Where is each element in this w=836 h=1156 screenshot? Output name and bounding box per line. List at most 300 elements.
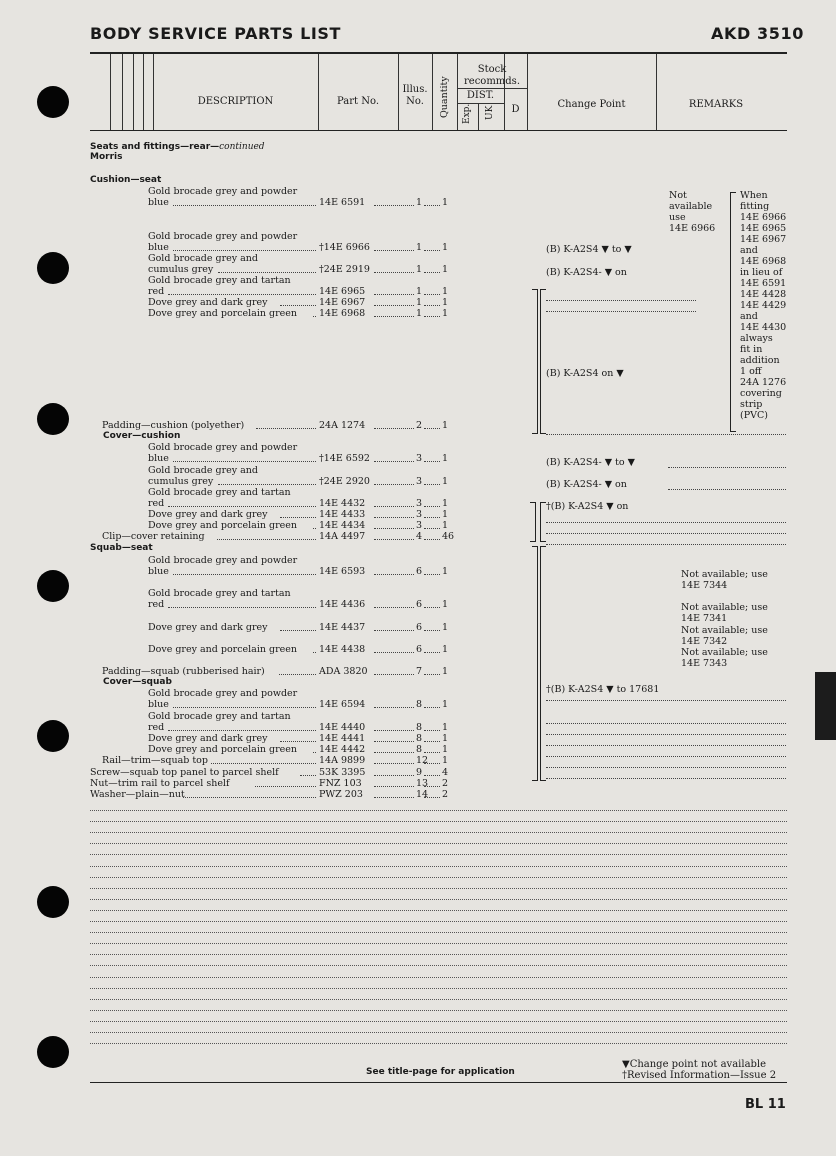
- quantity: 1: [442, 722, 449, 733]
- illus-number: 8: [416, 722, 423, 733]
- ruled-line: [90, 853, 787, 855]
- part-description: Washer—plain—nut: [90, 789, 185, 800]
- change-point: (B) K-A2S4- ▼ on: [546, 267, 627, 278]
- section-make: Morris: [90, 152, 123, 162]
- leader-dots: [173, 573, 316, 575]
- ruled-line: [546, 299, 696, 301]
- table-row: [90, 420, 730, 431]
- table-row: [90, 711, 730, 722]
- header-rule-bottom: [90, 130, 787, 131]
- quantity: 1: [442, 197, 449, 208]
- leader-dots: [424, 673, 440, 675]
- bracket: [532, 546, 538, 781]
- leader-dots: [374, 651, 414, 653]
- col-remarks: REMARKS: [688, 99, 744, 110]
- ruled-line: [90, 1009, 787, 1011]
- quantity: 1: [442, 644, 449, 655]
- leader-dots: [313, 527, 316, 529]
- table-row: [90, 778, 730, 789]
- quantity: 1: [442, 599, 449, 610]
- remark-squab: Not available; use 14E 7342: [681, 625, 768, 647]
- leader-dots: [217, 538, 316, 540]
- table-row: [90, 789, 730, 800]
- table-row: [90, 566, 730, 577]
- table-row: [90, 253, 730, 264]
- illus-number: 14: [416, 789, 429, 800]
- part-number: 24A 1274: [319, 420, 366, 431]
- leader-dots: [374, 483, 414, 485]
- remark-line: 14E 6968: [740, 256, 787, 267]
- table-row: [90, 622, 730, 633]
- leader-dots: [424, 483, 440, 485]
- leader-dots: [173, 460, 316, 462]
- leader-dots: [183, 796, 316, 798]
- remark-line: covering: [740, 388, 782, 399]
- leader-dots: [424, 204, 440, 206]
- leader-dots: [424, 785, 440, 787]
- table-row: [90, 666, 730, 677]
- leader-dots: [168, 606, 316, 608]
- ruled-line: [90, 931, 787, 933]
- leader-dots: [374, 527, 414, 529]
- leader-dots: [168, 729, 316, 731]
- leader-dots: [218, 271, 316, 273]
- table-row: [90, 275, 730, 286]
- illus-number: 3: [416, 498, 423, 509]
- part-number: 14E 6967: [319, 297, 366, 308]
- remark-line: in lieu of: [740, 267, 783, 278]
- leader-dots: [424, 740, 440, 742]
- leader-dots: [424, 573, 440, 575]
- leader-dots: [255, 785, 316, 787]
- ruled-line: [90, 1020, 787, 1022]
- part-description: Gold brocade grey and tartan: [148, 588, 291, 599]
- leader-dots: [424, 516, 440, 518]
- ruled-line: [90, 953, 787, 955]
- leader-dots: [424, 606, 440, 608]
- part-number: 53K 3395: [319, 767, 366, 778]
- part-description: Clip—cover retaining: [102, 531, 205, 542]
- part-number: †24E 2920: [319, 476, 370, 487]
- col-divider: [656, 54, 657, 130]
- leader-dots: [256, 427, 316, 429]
- part-description: Screw—squab top panel to parcel shelf: [90, 767, 279, 778]
- illus-number: 3: [416, 476, 423, 487]
- quantity: 1: [442, 420, 449, 431]
- ruled-line: [546, 543, 786, 545]
- table-row: [90, 509, 730, 520]
- ruled-line: [90, 865, 787, 867]
- part-number: ADA 3820: [319, 666, 368, 677]
- section-heading: Seats and fittings—rear—continued: [90, 142, 265, 152]
- col-exp: Exp.: [462, 103, 472, 124]
- part-number: †14E 6592: [319, 453, 370, 464]
- col-uk: UK: [485, 105, 495, 120]
- change-point-note: ▼Change point not available: [622, 1059, 767, 1070]
- part-description: Dove grey and dark grey: [148, 733, 268, 744]
- leader-dots: [313, 651, 316, 653]
- page-number: BL 11: [745, 1097, 786, 1112]
- remark-line: 14E 6591: [740, 278, 787, 289]
- leader-dots: [424, 460, 440, 462]
- remark-squab: Not available; use 14E 7344: [681, 569, 768, 591]
- leader-dots: [374, 673, 414, 675]
- leader-dots: [374, 606, 414, 608]
- remark-squab: Not available; use 14E 7343: [681, 647, 768, 669]
- change-point: (B) K-A2S4- ▼ to ▼: [546, 457, 635, 468]
- remark-when-fitting: [740, 190, 786, 421]
- remark-not-available: Not available use 14E 6966: [669, 190, 716, 234]
- part-number: †24E 2919: [319, 264, 370, 275]
- ruled-line: [546, 744, 786, 746]
- col-stock: Stock recommds.: [464, 64, 520, 87]
- part-number: 14E 6968: [319, 308, 366, 319]
- part-description: blue: [148, 242, 169, 253]
- part-description: Gold brocade grey and tartan: [148, 711, 291, 722]
- remark-line: and: [740, 311, 758, 322]
- leader-dots: [374, 706, 414, 708]
- punch-hole-icon: [37, 720, 69, 752]
- part-description: Dove grey and dark grey: [148, 622, 268, 633]
- quantity: 1: [442, 264, 449, 275]
- part-description: Padding—cushion (polyether): [102, 420, 245, 431]
- leader-dots: [424, 538, 440, 540]
- part-number: 14E 4437: [319, 622, 366, 633]
- part-description: blue: [148, 453, 169, 464]
- quantity: 46: [442, 531, 455, 542]
- leader-dots: [168, 293, 316, 295]
- illus-number: 13: [416, 778, 429, 789]
- quantity: 1: [442, 308, 449, 319]
- remark-line: 14E 4430: [740, 322, 787, 333]
- part-description: Dove grey and dark grey: [148, 297, 268, 308]
- illus-number: 1: [416, 297, 423, 308]
- footer-rule: [90, 1082, 787, 1083]
- quantity: 1: [442, 622, 449, 633]
- leader-dots: [218, 483, 316, 485]
- leader-dots: [313, 315, 316, 317]
- section-squab-seat: Squab—seat: [90, 543, 153, 553]
- leader-dots: [374, 538, 414, 540]
- part-number: 14E 6965: [319, 286, 366, 297]
- part-description: Gold brocade grey and powder: [148, 186, 298, 197]
- col-divider: [143, 54, 144, 130]
- table-row: [90, 599, 730, 610]
- remark-line: 14E 4429: [740, 300, 787, 311]
- part-description: Gold brocade grey and powder: [148, 688, 298, 699]
- change-point: †(B) K-A2S4 ▼ to 17681: [546, 684, 660, 695]
- leader-dots: [280, 516, 316, 518]
- ruled-line: [90, 920, 787, 922]
- illus-number: 8: [416, 699, 423, 710]
- col-divider: [457, 88, 527, 89]
- col-description: DESCRIPTION: [197, 96, 274, 107]
- punch-hole-icon: [37, 252, 69, 284]
- part-description: Rail—trim—squab top: [102, 755, 208, 766]
- remarks-bracket: [730, 192, 736, 432]
- part-description: red: [148, 722, 165, 733]
- table-row: [90, 186, 730, 197]
- punch-hole-icon: [37, 403, 69, 435]
- illus-number: 7: [416, 666, 423, 677]
- part-description: Padding—squab (rubberised hair): [102, 666, 265, 677]
- part-number: 14A 4497: [319, 531, 366, 542]
- leader-dots: [173, 706, 316, 708]
- part-description: blue: [148, 566, 169, 577]
- leader-dots: [374, 271, 414, 273]
- change-point: †(B) K-A2S4 ▼ on: [546, 501, 629, 512]
- part-description: Dove grey and porcelain green: [148, 520, 298, 531]
- illus-number: 3: [416, 520, 423, 531]
- part-description: red: [148, 498, 165, 509]
- table-row: [90, 476, 730, 487]
- part-description: Dove grey and dark grey: [148, 509, 268, 520]
- leader-dots: [424, 629, 440, 631]
- part-number: 14E 4440: [319, 722, 366, 733]
- change-point: (B) K-A2S4 ▼ to ▼: [546, 244, 632, 255]
- leader-dots: [280, 304, 316, 306]
- leader-dots: [424, 796, 440, 798]
- leader-dots: [374, 427, 414, 429]
- part-number: †14E 6966: [319, 242, 370, 253]
- illus-number: 9: [416, 767, 423, 778]
- illus-number: 1: [416, 264, 423, 275]
- col-divider: [122, 54, 123, 130]
- leader-dots: [374, 505, 414, 507]
- leader-dots: [173, 204, 316, 206]
- illus-number: 2: [416, 420, 423, 431]
- col-divider: [398, 54, 399, 130]
- quantity: 1: [442, 498, 449, 509]
- table-row: [90, 231, 730, 242]
- remark-line: and: [740, 245, 758, 256]
- section-cover-squab: Cover—squab: [103, 677, 172, 687]
- part-number: 14E 4434: [319, 520, 366, 531]
- col-change-point: Change Point: [557, 99, 626, 110]
- part-description: Nut—trim rail to parcel shelf: [90, 778, 230, 789]
- part-number: 14E 6594: [319, 699, 366, 710]
- leader-dots: [374, 249, 414, 251]
- page-title: BODY SERVICE PARTS LIST: [90, 24, 342, 43]
- bracket: [532, 289, 538, 434]
- leader-dots: [374, 293, 414, 295]
- quantity: 1: [442, 520, 449, 531]
- part-description: blue: [148, 197, 169, 208]
- leader-dots: [424, 751, 440, 753]
- part-number: 14E 4433: [319, 509, 366, 520]
- col-d: D: [511, 104, 520, 115]
- leader-dots: [424, 706, 440, 708]
- part-description: red: [148, 286, 165, 297]
- ruled-line: [90, 820, 787, 822]
- ruled-line: [90, 942, 787, 944]
- illus-number: 3: [416, 453, 423, 464]
- remark-line: 24A 1276: [740, 377, 787, 388]
- ruled-line: [546, 766, 786, 768]
- ruled-line: [546, 755, 786, 757]
- leader-dots: [424, 271, 440, 273]
- illus-number: 1: [416, 308, 423, 319]
- table-row: [90, 487, 730, 498]
- quantity: 1: [442, 755, 449, 766]
- leader-dots: [313, 751, 316, 753]
- quantity: 1: [442, 566, 449, 577]
- ruled-line: [546, 433, 786, 435]
- part-number: 14E 6591: [319, 197, 366, 208]
- header-rule-top: [90, 52, 787, 54]
- col-divider: [153, 54, 154, 130]
- remark-line: 14E 6965: [740, 223, 787, 234]
- illus-number: 1: [416, 197, 423, 208]
- page-edge-tab: [815, 672, 836, 740]
- remark-line: 14E 4428: [740, 289, 787, 300]
- illus-number: 1: [416, 242, 423, 253]
- col-quantity: Quantity: [439, 76, 450, 118]
- punch-hole-icon: [37, 1036, 69, 1068]
- ruled-line: [90, 998, 787, 1000]
- ruled-line: [90, 987, 787, 989]
- leader-dots: [279, 673, 316, 675]
- col-divider: [110, 54, 111, 130]
- part-description: Gold brocade grey and powder: [148, 231, 298, 242]
- illus-number: 4: [416, 531, 423, 542]
- leader-dots: [374, 762, 414, 764]
- punch-hole-icon: [37, 570, 69, 602]
- remark-line: 1 off: [740, 366, 762, 377]
- illus-number: 12: [416, 755, 429, 766]
- illus-number: 6: [416, 622, 423, 633]
- section-cover-cushion: Cover—cushion: [103, 431, 181, 441]
- ruled-line: [668, 488, 786, 490]
- col-illus-no: Illus. No.: [402, 84, 428, 107]
- part-number: 14E 6593: [319, 566, 366, 577]
- part-number: PWZ 203: [319, 789, 363, 800]
- leader-dots: [211, 762, 316, 764]
- ruled-line: [90, 898, 787, 900]
- ruled-line: [546, 722, 786, 724]
- illus-number: 6: [416, 566, 423, 577]
- ruled-line: [546, 532, 786, 534]
- section-cushion-seat: Cushion—seat: [90, 175, 162, 185]
- part-description: Gold brocade grey and powder: [148, 442, 298, 453]
- quantity: 1: [442, 297, 449, 308]
- punch-hole-icon: [37, 886, 69, 918]
- part-description: Dove grey and porcelain green: [148, 744, 298, 755]
- part-number: 14E 4442: [319, 744, 366, 755]
- col-divider: [133, 54, 134, 130]
- quantity: 1: [442, 666, 449, 677]
- ruled-line: [546, 310, 696, 312]
- illus-number: 3: [416, 509, 423, 520]
- leader-dots: [374, 304, 414, 306]
- leader-dots: [374, 796, 414, 798]
- ruled-line: [90, 964, 787, 966]
- remark-line: 14E 6966: [740, 212, 787, 223]
- ruled-line: [546, 521, 786, 523]
- leader-dots: [374, 785, 414, 787]
- leader-dots: [374, 774, 414, 776]
- leader-dots: [424, 293, 440, 295]
- table-row: [90, 555, 730, 566]
- remark-line: always: [740, 333, 773, 344]
- ruled-line: [90, 976, 787, 978]
- col-divider: [318, 54, 319, 130]
- table-row: [90, 442, 730, 453]
- quantity: 1: [442, 453, 449, 464]
- punch-hole-icon: [37, 86, 69, 118]
- leader-dots: [424, 762, 440, 764]
- leader-dots: [374, 204, 414, 206]
- quantity: 1: [442, 733, 449, 744]
- leader-dots: [374, 516, 414, 518]
- leader-dots: [300, 774, 316, 776]
- ruled-line: [668, 466, 786, 468]
- table-row: [90, 286, 730, 297]
- part-description: Gold brocade grey and: [148, 465, 258, 476]
- part-description: Gold brocade grey and tartan: [148, 487, 291, 498]
- col-divider: [527, 54, 528, 130]
- table-row: [90, 644, 730, 655]
- change-point: (B) K-A2S4 on ▼: [546, 368, 624, 379]
- part-description: red: [148, 599, 165, 610]
- leader-dots: [374, 751, 414, 753]
- part-number: FNZ 103: [319, 778, 362, 789]
- remark-line: (PVC): [740, 410, 768, 421]
- leader-dots: [424, 651, 440, 653]
- leader-dots: [374, 460, 414, 462]
- ruled-line: [90, 831, 787, 833]
- leader-dots: [374, 573, 414, 575]
- part-description: cumulus grey: [148, 476, 214, 487]
- ruled-line: [90, 876, 787, 878]
- ruled-line: [90, 842, 787, 844]
- table-row: [90, 242, 730, 253]
- remark-line: addition: [740, 355, 780, 366]
- leader-dots: [173, 249, 316, 251]
- leader-dots: [374, 729, 414, 731]
- illus-number: 1: [416, 286, 423, 297]
- part-description: Gold brocade grey and tartan: [148, 275, 291, 286]
- leader-dots: [168, 505, 316, 507]
- leader-dots: [424, 774, 440, 776]
- part-description: Gold brocade grey and powder: [148, 555, 298, 566]
- table-row: [90, 264, 730, 275]
- col-divider: [432, 54, 433, 130]
- table-row: [90, 498, 730, 509]
- remark-squab: Not available; use 14E 7341: [681, 602, 768, 624]
- remark-line: When: [740, 190, 768, 201]
- part-description: cumulus grey: [148, 264, 214, 275]
- remark-line: fit in: [740, 344, 763, 355]
- remark-line: strip: [740, 399, 763, 410]
- remark-line: 14E 6967: [740, 234, 787, 245]
- change-point: (B) K-A2S4- ▼ on: [546, 479, 627, 490]
- part-number: 14E 4436: [319, 599, 366, 610]
- leader-dots: [424, 729, 440, 731]
- part-description: Dove grey and porcelain green: [148, 308, 298, 319]
- col-part-no: Part No.: [337, 96, 379, 107]
- quantity: 1: [442, 286, 449, 297]
- quantity: 2: [442, 789, 449, 800]
- leader-dots: [424, 505, 440, 507]
- leader-dots: [424, 304, 440, 306]
- col-dist: DIST.: [466, 90, 495, 101]
- illus-number: 8: [416, 744, 423, 755]
- ruled-line: [90, 887, 787, 889]
- leader-dots: [280, 740, 316, 742]
- part-number: 14A 9899: [319, 755, 366, 766]
- ruled-line: [90, 809, 787, 811]
